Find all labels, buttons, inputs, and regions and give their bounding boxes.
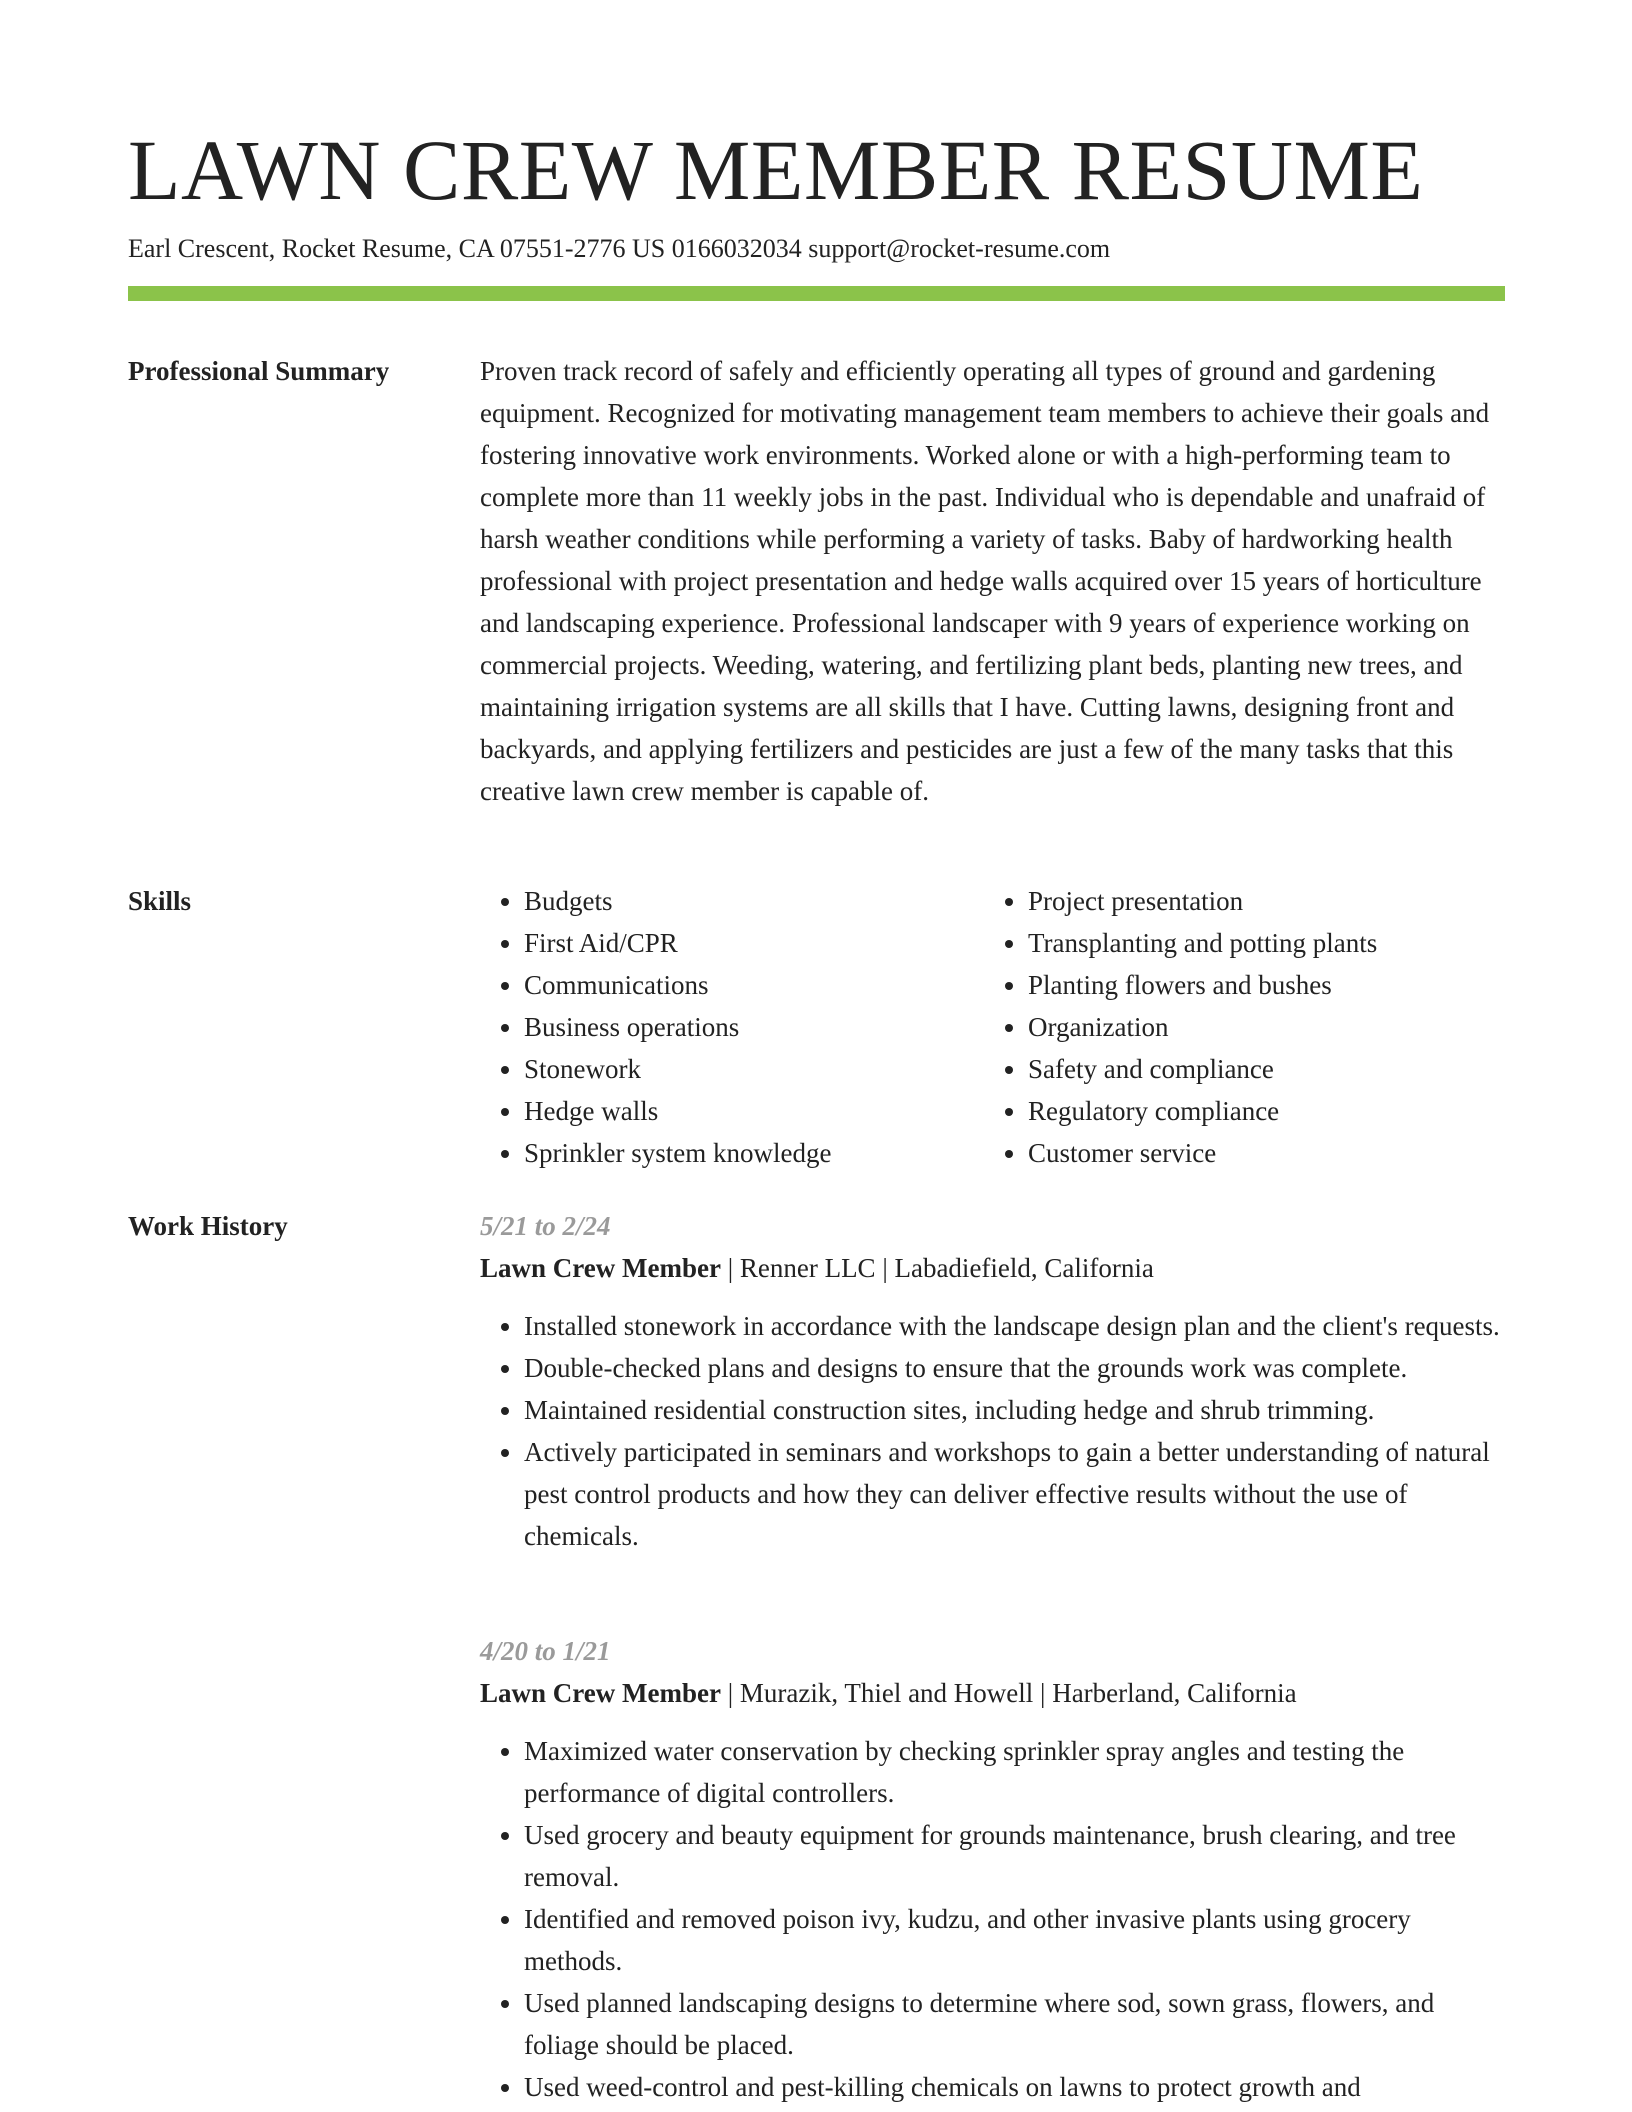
summary-label: Professional Summary xyxy=(128,356,390,386)
skill-item: • Safety and compliance xyxy=(1028,1048,1488,1090)
skill-item: • Transplanting and potting plants xyxy=(1028,922,1488,964)
job-title: Lawn Crew Member xyxy=(480,1678,721,1708)
work-history-label: Work History xyxy=(128,1211,288,1241)
job-bullet: • Used grocery and beauty equipment for grounds maintenance, brush clearing, and tree removal. xyxy=(524,1814,1505,1898)
job-bullet: • Used weed-control and pest-killing chemicals on lawns to protect growth and xyxy=(524,2066,1505,2108)
job-heading xyxy=(480,1672,1505,1714)
skill-item: • Planting flowers and bushes xyxy=(1028,964,1488,1006)
skill-item: • Communications xyxy=(524,964,984,1006)
skill-item: • Project presentation xyxy=(1028,880,1488,922)
job-bullet: • Used planned landscaping designs to determine where sod, sown grass, flowers, and foliage should be placed. xyxy=(524,1982,1505,2066)
job-bullet: • Maintained residential construction sites, including hedge and shrub trimming. xyxy=(524,1389,1505,1431)
contact-line: Earl Crescent, Rocket Resume, CA 07551-2776 US 0166032034 support@rocket-resume.com xyxy=(128,234,1111,263)
job-employer-location: | Renner LLC | Labadiefield, California xyxy=(720,1253,1154,1283)
summary-body xyxy=(480,350,1505,812)
skill-item: • Organization xyxy=(1028,1006,1488,1048)
skills-label: Skills xyxy=(128,886,192,916)
job-bullets xyxy=(480,1305,1505,1557)
skill-item: • First Aid/CPR xyxy=(524,922,984,964)
job-heading xyxy=(480,1247,1505,1289)
job-employer-location: | Murazik, Thiel and Howell | Harberland, California xyxy=(720,1678,1297,1708)
job-dates: 5/21 to 2/24 xyxy=(480,1211,611,1241)
job-bullet: • Double-checked plans and designs to ensure that the grounds work was complete. xyxy=(524,1347,1505,1389)
resume-title: LAWN CREW MEMBER RESUME xyxy=(128,122,1424,218)
skill-item: • Hedge walls xyxy=(524,1090,984,1132)
job-bullets xyxy=(480,1730,1505,2108)
job-entry xyxy=(480,1630,1505,2108)
job-entry xyxy=(480,1205,1505,1557)
skills-body xyxy=(480,880,1505,1174)
job-bullet: • Installed stonework in accordance with the landscape design plan and the client's requests. xyxy=(524,1305,1505,1347)
skill-item: • Sprinkler system knowledge xyxy=(524,1132,984,1174)
accent-divider xyxy=(128,286,1505,301)
job-bullet: • Identified and removed poison ivy, kudzu, and other invasive plants using grocery methods. xyxy=(524,1898,1505,1982)
skill-item: • Budgets xyxy=(524,880,984,922)
skills-list-right xyxy=(984,880,1488,1174)
job-dates: 4/20 to 1/21 xyxy=(480,1636,611,1666)
skill-item: • Business operations xyxy=(524,1006,984,1048)
job-bullet: • Actively participated in seminars and workshops to gain a better understanding of natural pest control products and how they can deliver effective results without the use of chemicals. xyxy=(524,1431,1505,1557)
job-bullet: • Maximized water conservation by checking sprinkler spray angles and testing the performance of digital controllers. xyxy=(524,1730,1505,1814)
job-title: Lawn Crew Member xyxy=(480,1253,721,1283)
skill-item: • Stonework xyxy=(524,1048,984,1090)
skill-item: • Customer service xyxy=(1028,1132,1488,1174)
skill-item: • Regulatory compliance xyxy=(1028,1090,1488,1132)
skills-list-left xyxy=(480,880,984,1174)
summary-text: Proven track record of safely and efficiently operating all types of ground and gardening equipment. Recognized for motivating management team members to achieve their goals and fostering innovative work environments. Worked alone or with a high-performing team to complete more than 11 weekly jobs in the past. Individual who is dependable and unafraid of harsh weather conditions while performing a variety of tasks. Baby of hardworking health professional with project presentation and hedge walls acquired over 15 years of horticulture and landscaping experience. Professional landscaper with 9 years of experience working on commercial projects. Weeding, watering, and fertilizing plant beds, planting new trees, and maintaining irrigation systems are all skills that I have. Cutting lawns, designing front and backyards, and applying fertilizers and pesticides are just a few of the many tasks that this creative lawn crew member is capable of. xyxy=(480,356,1490,806)
